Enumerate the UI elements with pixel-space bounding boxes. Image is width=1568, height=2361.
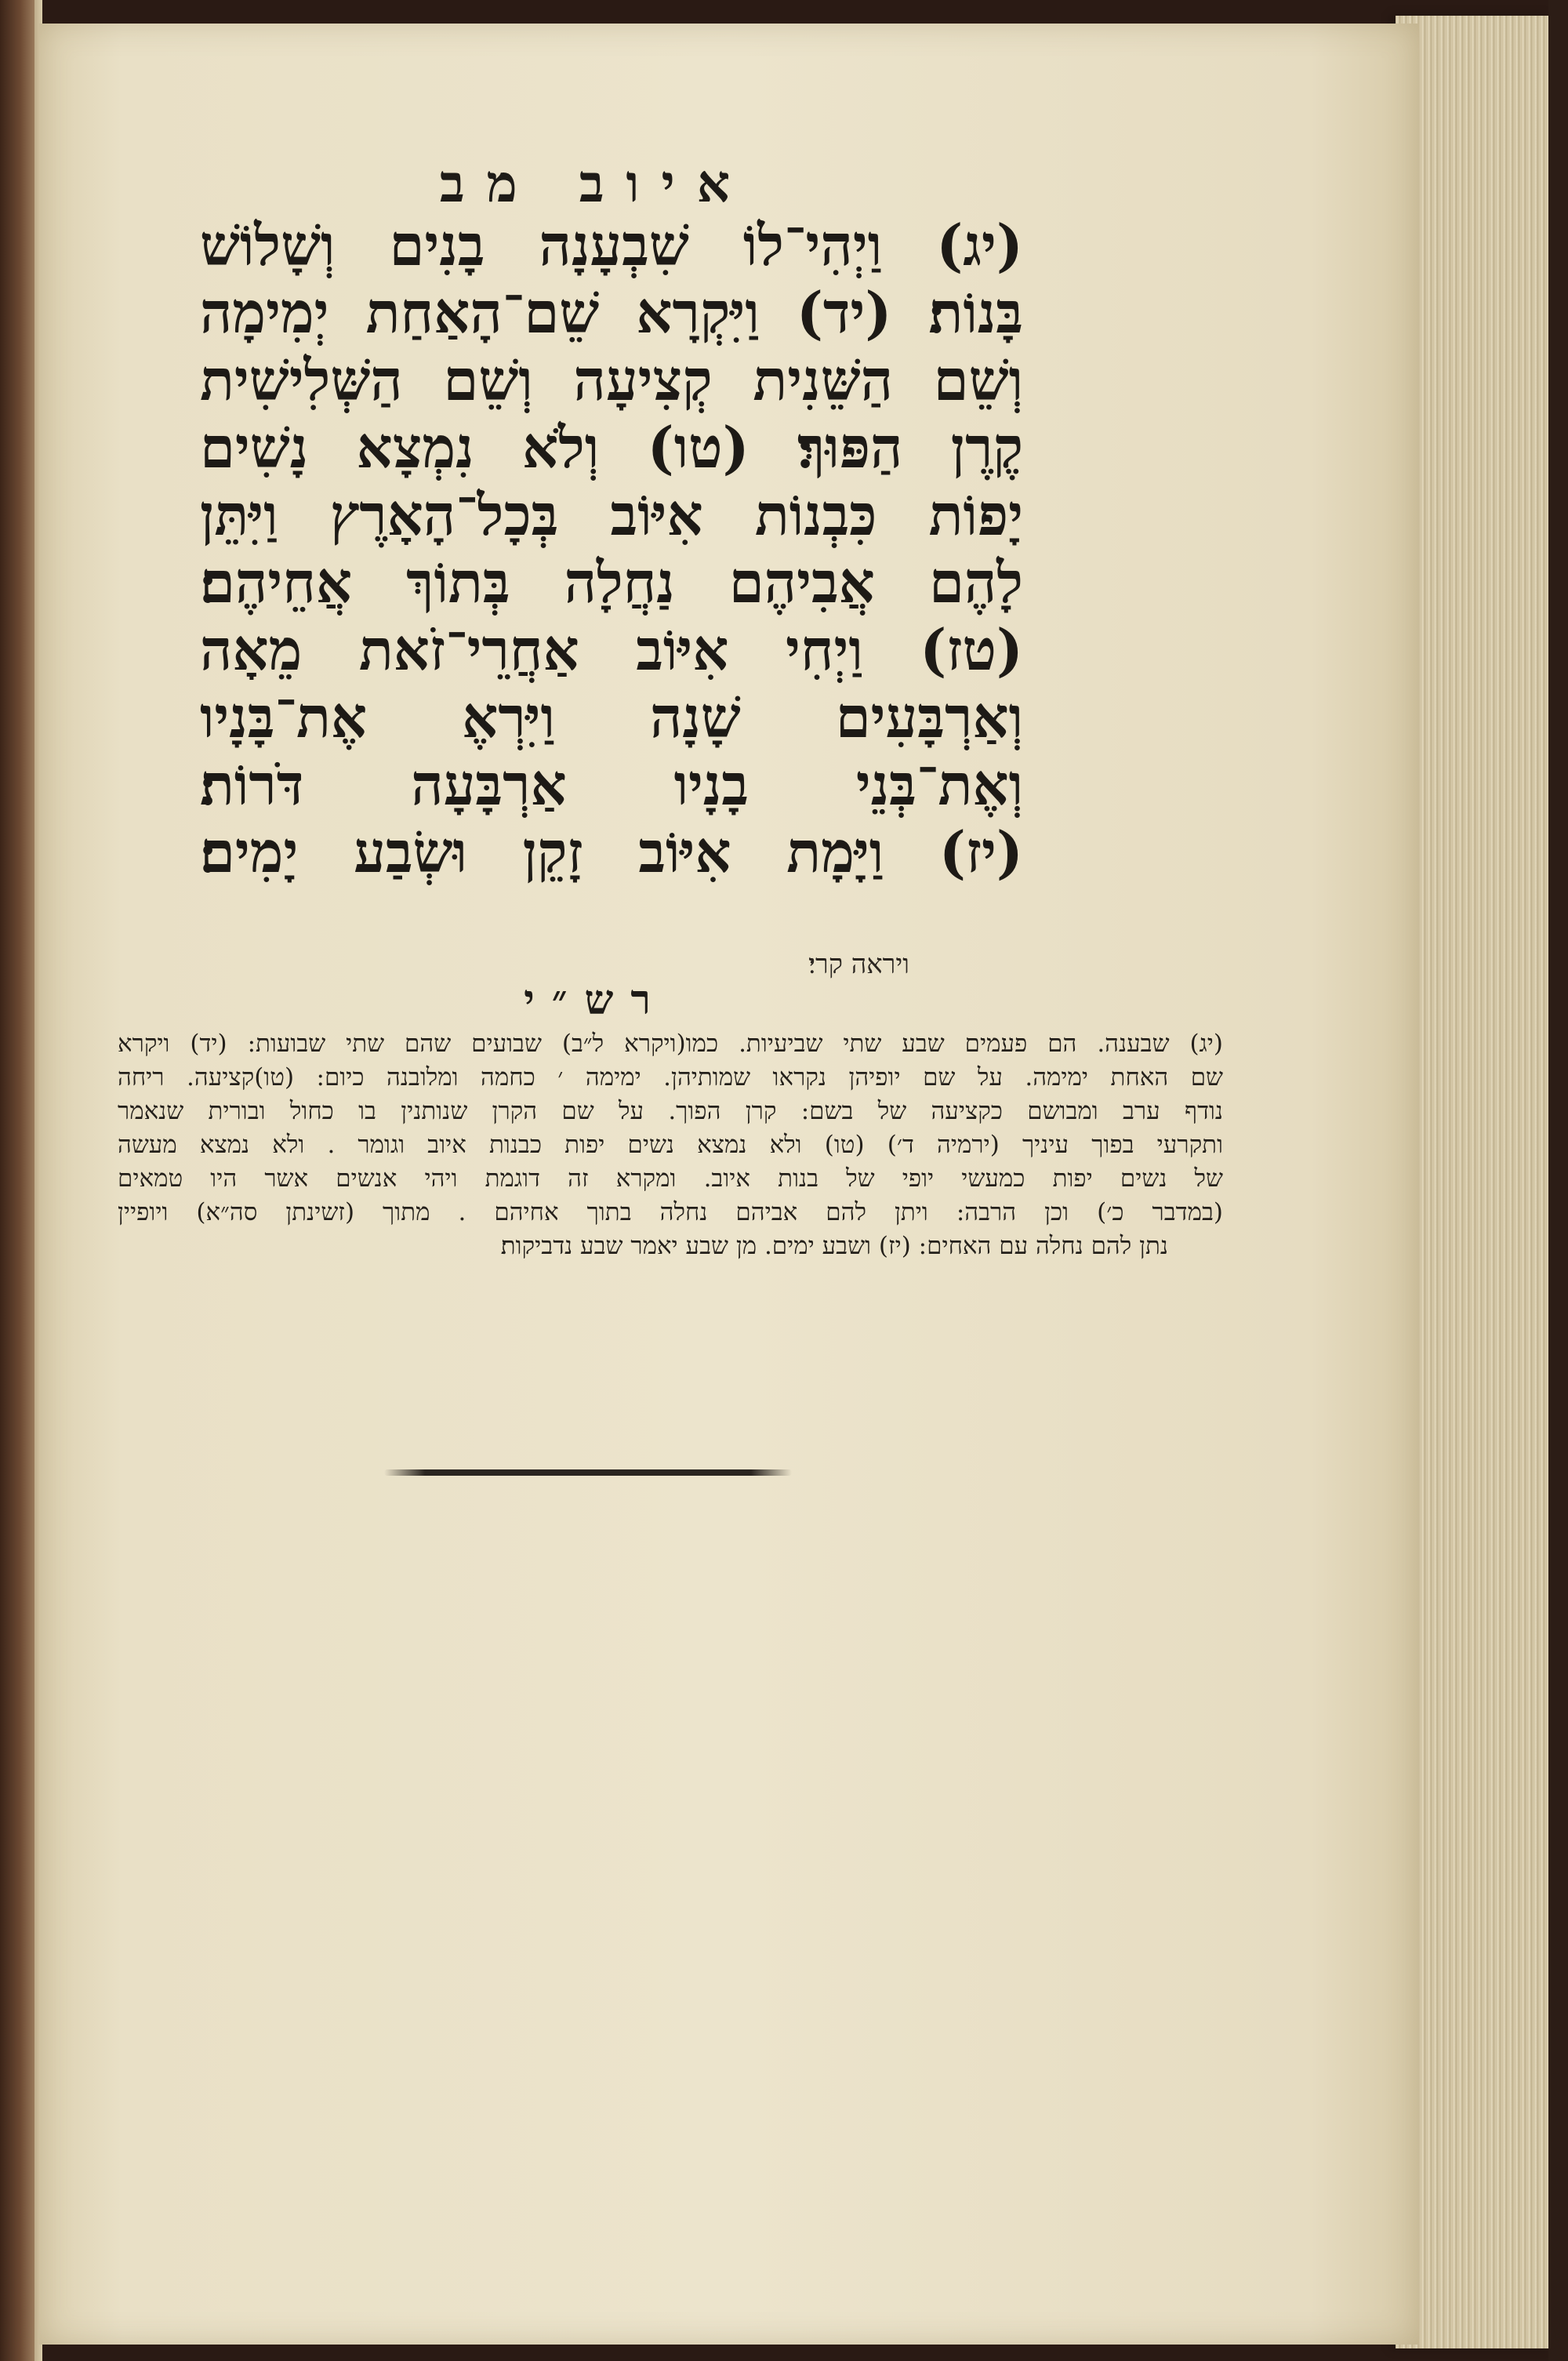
verse-line: וְשֵׁם הַשֵּׁנִית קְצִיעָה וְשֵׁם הַשְּׁלִישִׁית — [200, 347, 1023, 413]
verse-line: קֶרֶן הַפּוּךְ׃ (טו) וְלֹא נִמְצָא נָשִׁים — [200, 414, 1023, 481]
running-head: איוב מב — [439, 153, 753, 214]
rashi-line: שם האחת ימימה. על שם יופיהן נקראו שמותיהן. ימימה ׳ כחמה ומלובנה כיום: (טו)קציעה. ריחה — [118, 1063, 1223, 1092]
book-cover-edge — [1548, 0, 1568, 2361]
rashi-line: (יג) שבענה. הם פעמים שבע שתי שביעיות. כמו(ויקרא ל״ב) שבועים שהם שתי שבועות: (יד) ויקרא — [118, 1030, 1223, 1058]
verse-line: (טז) וַיְחִי אִיּוֹב אַחֲרֵי־זֹאת מֵאָה — [200, 616, 1023, 683]
verse-line: וְאַרְבָּעִים שָׁנָה וַיִּרְאֶ אֶת־בָּנָיו — [200, 684, 1023, 750]
rashi-line: (במדבר כ׳) וכן הרבה: ויתן להם אביהם נחלה בתוך אחיהם . מתוך (זשינתן סה״א) ויופיין — [118, 1198, 1223, 1226]
verse-text-block — [200, 212, 1023, 886]
book-spine-edge — [0, 0, 34, 2361]
rashi-commentary — [118, 1027, 1223, 1263]
end-divider-rule — [384, 1469, 792, 1476]
rashi-line: של נשים יפות כמעשי יופי של בנות איוב. ומקרא זה דוגמת ויהי אנשים אשר היו טמאים — [118, 1164, 1223, 1193]
verse-line: יָפוֹת כִּבְנוֹת אִיּוֹב בְּכָל־הָאָרֶץ וַיִּתֵּן — [200, 481, 1023, 548]
page-stack-edge — [1396, 16, 1552, 2348]
verse-line: (יג) וַיְהִי־לוֹ שִׁבְעָנָה בָנִים וְשָׁלוֹשׁ — [200, 212, 1023, 278]
rashi-heading: רש״י — [524, 976, 668, 1024]
rashi-line: נתן להם נחלה עם האחים: (יז) ושבע ימים. מן שבע יאמר שבע נדביקות׃ — [500, 1232, 1168, 1260]
verse-line: וְאֶת־בְּנֵי בָנָיו אַרְבָּעָה דֹּרוֹת׃ — [200, 751, 1023, 818]
rashi-line: ותקרעי בפוך עיניך (ירמיה ד׳) (טו) ולא נמצא נשים יפות כבנות איוב וגומר . ולא נמצא מעשה — [118, 1131, 1223, 1159]
verse-line: בָּנוֹת׃ (יד) וַיִּקְרָא שֵׁם־הָאַחַת יְמִימָה — [200, 279, 1023, 346]
qere-note: ויראה קרי׃ — [808, 949, 909, 980]
verse-line: (יז) וַיָּמָת אִיּוֹב זָקֵן וּשְׂבַע יָמִים׃ — [200, 819, 1023, 885]
rashi-line: נודף ערב ומבושם כקציעה של בשם: קרן הפוך. על שם הקרן שנותנין בו כחול ובורית שנאמר — [118, 1097, 1223, 1125]
verse-line: לָהֶם אֲבִיהֶם נַחֲלָה בְּתוֹךְ אֲחֵיהֶם׃ — [200, 549, 1023, 616]
